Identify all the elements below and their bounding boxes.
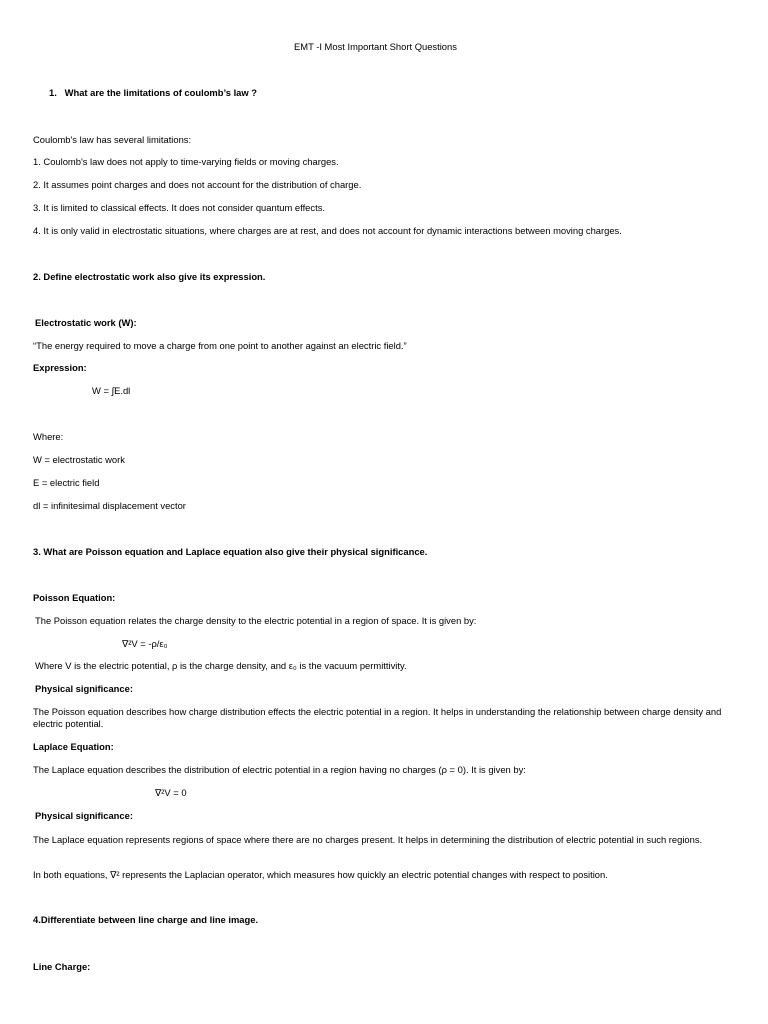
question-1-heading: 1. What are the limitations of coulomb’s law ? xyxy=(49,87,258,98)
q2-formula: W = ∫E.dl xyxy=(92,385,131,396)
q1-point-1: 1. Coulomb's law does not apply to time-varying fields or moving charges. xyxy=(33,156,339,167)
physical-significance-text-2: The Laplace equation represents regions of space where there are no charges present. It helps in determining the distribution of electric potential in such regions. xyxy=(33,834,703,845)
physical-significance-label-1: Physical significance: xyxy=(35,683,133,694)
page-title: EMT -I Most Important Short Questions xyxy=(294,41,457,52)
q1-point-4: 4. It is only valid in electrostatic situations, where charges are at rest, and does not account for dynamic interactions between moving charges. xyxy=(33,225,622,236)
q2-subheading: Electrostatic work (W): xyxy=(35,317,137,328)
q1-point-2: 2. It assumes point charges and does not account for the distribution of charge. xyxy=(33,179,362,190)
physical-significance-label-2: Physical significance: xyxy=(35,810,133,821)
laplace-formula: ∇²V = 0 xyxy=(155,787,187,798)
q2-term-w: W = electrostatic work xyxy=(33,454,125,465)
q2-expression-label: Expression: xyxy=(33,362,87,373)
q2-definition: “The energy required to move a charge from one point to another against an electric field.” xyxy=(33,340,407,351)
laplacian-note: In both equations, ∇² represents the Laplacian operator, which measures how quickly an electric potential changes with respect to position. xyxy=(33,869,608,880)
laplace-text: The Laplace equation describes the distribution of electric potential in a region having no charges (ρ = 0). It is given by: xyxy=(33,764,526,775)
poisson-formula: ∇²V = -ρ/ε₀ xyxy=(122,638,168,649)
laplace-label: Laplace Equation: xyxy=(33,741,114,752)
question-4-heading: 4.Differentiate between line charge and line image. xyxy=(33,914,259,925)
question-3-heading: 3. What are Poisson equation and Laplace equation also give their physical significance. xyxy=(33,546,428,557)
poisson-label: Poisson Equation: xyxy=(33,592,116,603)
q2-term-e: E = electric field xyxy=(33,477,100,488)
physical-significance-text-1: The Poisson equation describes how charge distribution effects the electric potential in a region. It helps in understanding the relationship between charge density and electric potential. xyxy=(33,706,722,729)
q2-where: Where: xyxy=(33,431,64,442)
poisson-text: The Poisson equation relates the charge density to the electric potential in a region of space. It is given by: xyxy=(35,615,477,626)
question-2-heading: 2. Define electrostatic work also give its expression. xyxy=(33,271,266,282)
q1-intro: Coulomb's law has several limitations: xyxy=(33,134,192,145)
q1-point-3: 3. It is limited to classical effects. It does not consider quantum effects. xyxy=(33,202,325,213)
q2-term-dl: dl = infinitesimal displacement vector xyxy=(33,500,186,511)
line-charge-label: Line Charge: xyxy=(33,961,91,972)
poisson-where: Where V is the electric potential, ρ is the charge density, and ε₀ is the vacuum permittivity. xyxy=(35,660,407,671)
